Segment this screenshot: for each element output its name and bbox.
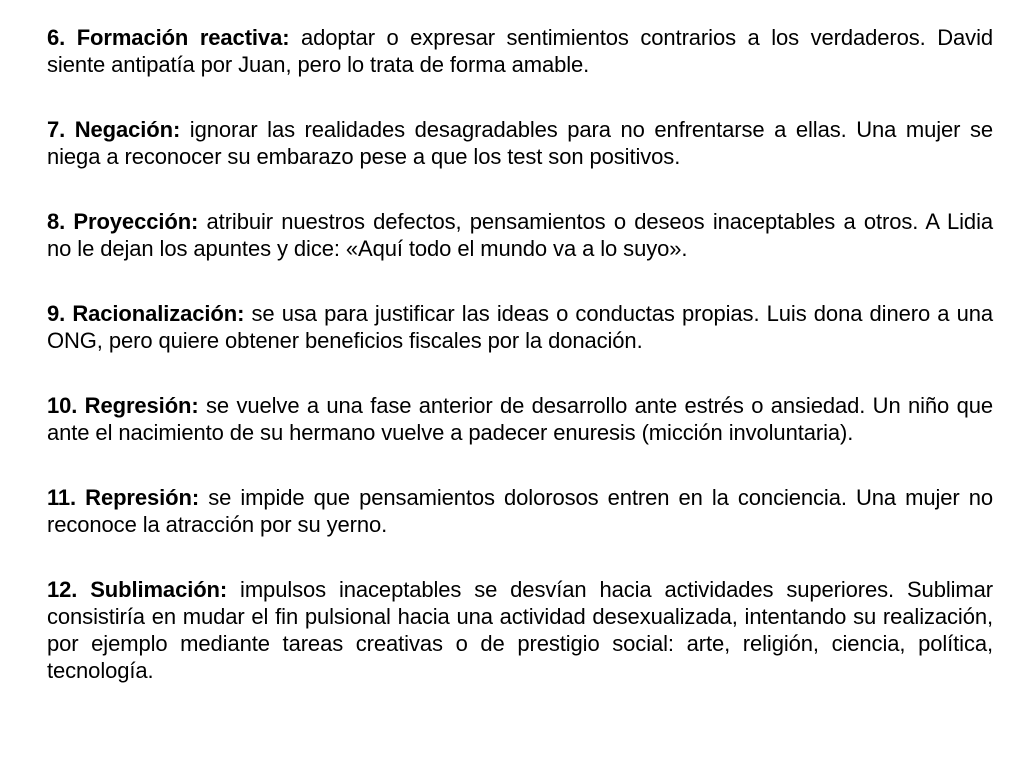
- item-term: 9. Racionalización:: [47, 301, 245, 326]
- item-text: adoptar o expresar sentimientos contrarios a los verdaderos. David siente antipatía por Juan, pero lo trata de forma amable.: [47, 25, 993, 77]
- item-sublimacion: [47, 576, 993, 684]
- item-text: ignorar las realidades desagradables para no enfrentarse a ellas. Una mujer se niega a reconocer su embarazo pese a que los test son positivos.: [47, 117, 993, 169]
- item-text: impulsos inaceptables se desvían hacia actividades superiores. Sublimar consistiría en mudar el fin pulsional hacia una actividad desexualizada, intentando su realización, por ejemplo mediante tareas creativas o de prestigio social: arte, religión, ciencia, política, tecnología.: [47, 577, 993, 683]
- item-formacion-reactiva: [47, 24, 993, 78]
- item-term: 10. Regresión:: [47, 393, 199, 418]
- item-term: 12. Sublimación:: [47, 577, 228, 602]
- item-regresion: [47, 392, 993, 446]
- slide-body: [47, 24, 993, 684]
- item-negacion: [47, 116, 993, 170]
- item-text: se usa para justificar las ideas o conductas propias. Luis dona dinero a una ONG, pero quiere obtener beneficios fiscales por la donación.: [47, 301, 993, 353]
- item-racionalizacion: [47, 300, 993, 354]
- item-represion: [47, 484, 993, 538]
- item-term: 7. Negación:: [47, 117, 181, 142]
- item-text: se vuelve a una fase anterior de desarrollo ante estrés o ansiedad. Un niño que ante el nacimiento de su hermano vuelve a padecer enuresis (micción involuntaria).: [47, 393, 993, 445]
- item-term: 8. Proyección:: [47, 209, 199, 234]
- item-term: 6. Formación reactiva:: [47, 25, 290, 50]
- item-term: 11. Represión:: [47, 485, 200, 510]
- item-text: atribuir nuestros defectos, pensamientos o deseos inaceptables a otros. A Lidia no le dejan los apuntes y dice: «Aquí todo el mundo va a lo suyo».: [47, 209, 993, 261]
- item-text: se impide que pensamientos dolorosos entren en la conciencia. Una mujer no reconoce la atracción por su yerno.: [47, 485, 994, 537]
- item-proyeccion: [47, 208, 993, 262]
